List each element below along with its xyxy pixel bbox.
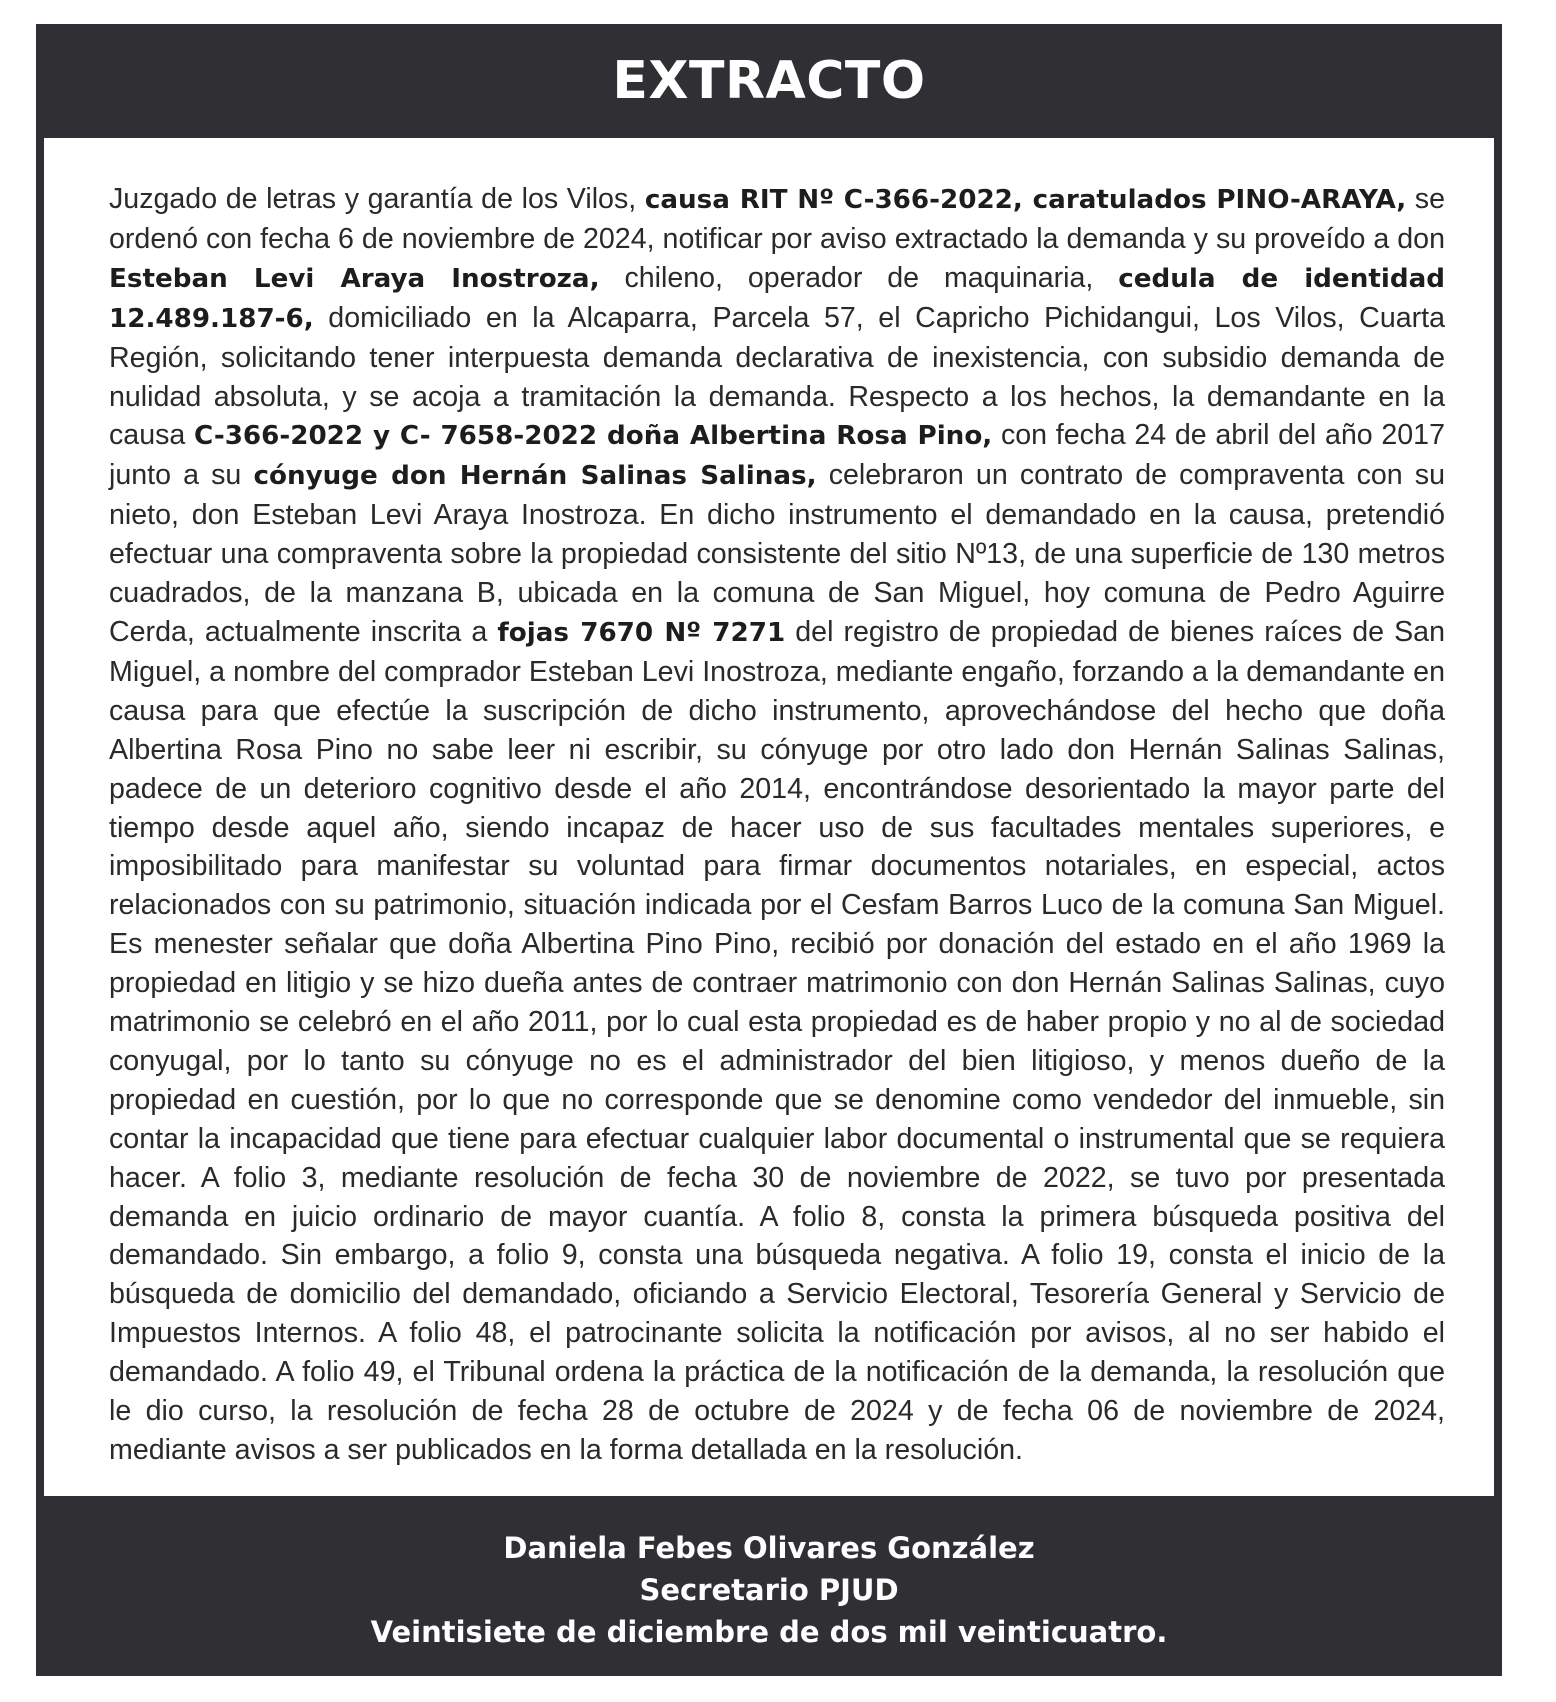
body-segment: celebraron un contrato de compraventa con su nieto, don Esteban Levi Araya Inostroza. En dicho instrumento el demandado en la causa, pretendió efectuar una compraventa sobre la propiedad consistente del sitio Nº13, de una superficie de 130 metros cuadrados, de la manzana B, ubicada en la comuna de San Miguel, hoy comuna de Pedro Aguirre Cerda, actualmente inscrita a — [109, 459, 1445, 648]
body-segment: con fecha 24 de abril del año 2017 junto a su — [109, 419, 1445, 492]
body-bold-segment: fojas 7670 Nº 7271 — [497, 617, 786, 648]
body-segment: domiciliado en la Alcaparra, Parcela 57, el Capricho Pichidangui, Los Vilos, Cuarta Región, solicitando tener interpuesta demanda declarativa de inexistencia, con subsidio demanda de nulidad absoluta, y se acoja a tramitación la demanda. Respecto a los hechos, la demandante en la causa — [109, 301, 1445, 452]
body-bold-segment: C-366-2022 y C- 7658-2022 doña Albertina Rosa Pino, — [194, 421, 993, 452]
signature-date: Veintisiete de diciembre de dos mil veinticuatro. — [370, 1615, 1168, 1649]
header-bar — [36, 24, 1502, 138]
body-paragraph — [109, 180, 1445, 1470]
body-segment: del registro de propiedad de bienes raíces de San Miguel, a nombre del comprador Esteban Levi Inostroza, mediante engaño, forzando a la demandante en causa para que efectúe la suscripción de dicho instrumento, aprovechándose del hecho que doña Albertina Rosa Pino no sabe leer ni escribir, su cónyuge por otro lado don Hernán Salinas Salinas, padece de un deterioro cognitivo desde el año 2014, encontrándose desorientado la mayor parte del tiempo desde aquel año, siendo incapaz de hacer uso de sus facultades mentales superiores, e imposibilitado para manifestar su voluntad para firmar documentos notariales, en especial, actos relacionados con su patrimonio, situación indicada por el Cesfam Barros Luco de la comuna San Miguel. Es menester señalar que doña Albertina Pino Pino, recibió por donación del estado en el año 1969 la propiedad en litigio y se hizo dueña antes de contraer matrimonio con don Hernán Salinas Salinas, cuyo matrimonio se celebró en el año 2011, por lo cual esta propiedad es de haber propio y no al de sociedad conyugal, por lo tanto su cónyuge no es el administrador del bien litigioso, y menos dueño de la propiedad en cuestión, por lo que no corresponde que se denomine como vendedor del inmueble, sin contar la incapacidad que tiene para efectuar cualquier labor documental o instrumental que se requiera hacer. A folio 3, mediante resolución de fecha 30 de noviembre de 2022, se tuvo por presentada demanda en juicio ordinario de mayor cuantía. A folio 8, consta la primera búsqueda positiva del demandado. Sin embargo, a folio 9, consta una búsqueda negativa. A folio 19, consta el inicio de la búsqueda de domicilio del demandado, oficiando a Servicio Electoral, Tesorería General y Servicio de Impuestos Internos. A folio 48, el patrocinante solicita la notificación por avisos, al no ser habido el demandado. A folio 49, el Tribunal ordena la práctica de la notificación de la demanda, la resolución que le dio curso, la resolución de fecha 28 de octubre de 2024 y de fecha 06 de noviembre de 2024, mediante avisos a ser publicados en la forma detallada en la resolución. — [109, 615, 1445, 1466]
body-bold-segment: cedula de identidad 12.489.187-6, — [109, 263, 1445, 334]
signature-block — [36, 1496, 1502, 1676]
body-bold-segment: causa RIT Nº C-366-2022, caratulados PINO-ARAYA, — [644, 185, 1407, 215]
body-panel — [44, 138, 1494, 1496]
body-segment: se ordenó con fecha 6 de noviembre de 2024, notificar por aviso extractado la demanda y su proveído a don — [109, 183, 1445, 255]
document-title: EXTRACTO — [612, 51, 926, 111]
body-bold-segment: cónyuge don Hernán Salinas Salinas, — [253, 461, 817, 492]
body-segment: Juzgado de letras y garantía de los Vilos, — [109, 183, 645, 215]
body-bold-segment: Esteban Levi Araya Inostroza, — [109, 263, 600, 294]
extract-notice-frame — [36, 24, 1502, 1676]
signer-role: Secretario PJUD — [639, 1573, 899, 1607]
body-segment: chileno, operador de maquinaria, — [599, 261, 1119, 294]
signer-name: Daniela Febes Olivares González — [503, 1531, 1035, 1565]
